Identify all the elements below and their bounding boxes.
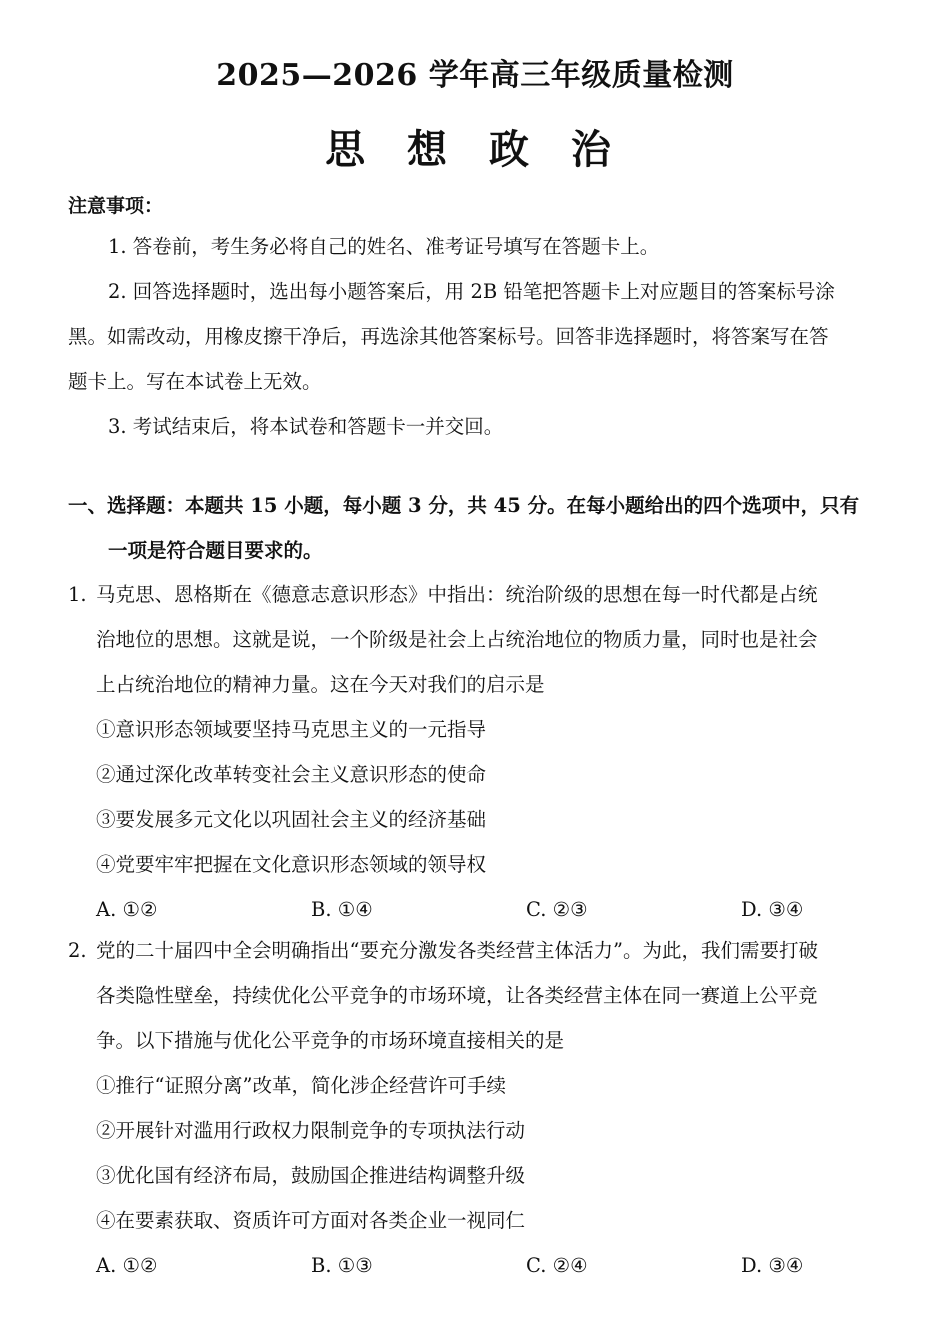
section-heading: [68, 483, 884, 573]
subject-title: 思 想 政 治: [325, 126, 625, 173]
question-stem-line: [68, 928, 884, 973]
statement: ①推行“证照分离”改革，简化涉企经营许可手续: [96, 1074, 506, 1097]
question-stem-line: 争。以下措施与优化公平竞争的市场环境直接相关的是: [96, 1029, 565, 1052]
option-b[interactable]: B. ①④: [311, 898, 373, 921]
statement: ④在要素获取、资质许可方面对各类企业一视同仁: [96, 1209, 526, 1232]
statement: ②通过深化改革转变社会主义意识形态的使命: [96, 763, 487, 786]
question-stem-line: 各类隐性壁垒，持续优化公平竞争的市场环境，让各类经营主体在同一赛道上公平竞: [96, 984, 818, 1007]
answer-options: [68, 1243, 884, 1288]
exam-title: 2025—2026 学年高三年级质量检测: [216, 58, 734, 93]
option-a[interactable]: A. ①②: [96, 1254, 158, 1277]
option-c[interactable]: C. ②④: [526, 1254, 588, 1277]
notice-line: 黑。如需改动，用橡皮擦干净后，再选涂其他答案标号。回答非选择题时，将答案写在答: [68, 325, 829, 348]
question-stem-line: 治地位的思想。这就是说，一个阶级是社会上占统治地位的物质力量，同时也是社会: [96, 628, 818, 651]
notice-list: [68, 224, 884, 449]
notice-heading: 注意事项：: [68, 195, 164, 217]
section-heading-line: 一、选择题：本题共 15 小题，每小题 3 分，共 45 分。在每小题给出的四个选项中，只有: [68, 494, 860, 517]
question-number: 2.: [68, 939, 87, 962]
statement: ①意识形态领域要坚持马克思主义的一元指导: [96, 718, 487, 741]
notice-line: 题卡上。写在本试卷上无效。: [68, 370, 322, 393]
option-d[interactable]: D. ③④: [741, 1254, 804, 1277]
question-stem-text: 党的二十届四中全会明确指出“要充分激发各类经营主体活力”。为此，我们需要打破: [96, 939, 818, 962]
statement: ③要发展多元文化以巩固社会主义的经济基础: [96, 808, 487, 831]
statement: ③优化国有经济布局，鼓励国企推进结构调整升级: [96, 1164, 526, 1187]
option-c[interactable]: C. ②③: [526, 898, 588, 921]
question-2: [68, 928, 884, 1288]
statement: ④党要牢牢把握在文化意识形态领域的领导权: [96, 853, 487, 876]
section-heading-line: 一项是符合题目要求的。: [108, 539, 323, 562]
notice-line: 2. 回答选择题时，选出每小题答案后，用 2B 铅笔把答题卡上对应题目的答案标号涂: [108, 280, 835, 303]
question-stem-text: 马克思、恩格斯在《德意志意识形态》中指出：统治阶级的思想在每一时代都是占统: [96, 583, 818, 606]
notice-line: 1. 答卷前，考生务必将自己的姓名、准考证号填写在答题卡上。: [108, 235, 660, 258]
question-1: [68, 572, 884, 932]
answer-options: [68, 887, 884, 932]
notice-line: 3. 考试结束后，将本试卷和答题卡一并交回。: [108, 415, 504, 438]
option-a[interactable]: A. ①②: [96, 898, 158, 921]
question-number: 1.: [68, 583, 87, 606]
statement: ②开展针对滥用行政权力限制竞争的专项执法行动: [96, 1119, 526, 1142]
option-b[interactable]: B. ①③: [311, 1254, 373, 1277]
question-stem-line: 上占统治地位的精神力量。这在今天对我们的启示是: [96, 673, 545, 696]
question-stem-line: [68, 572, 884, 617]
option-d[interactable]: D. ③④: [741, 898, 804, 921]
